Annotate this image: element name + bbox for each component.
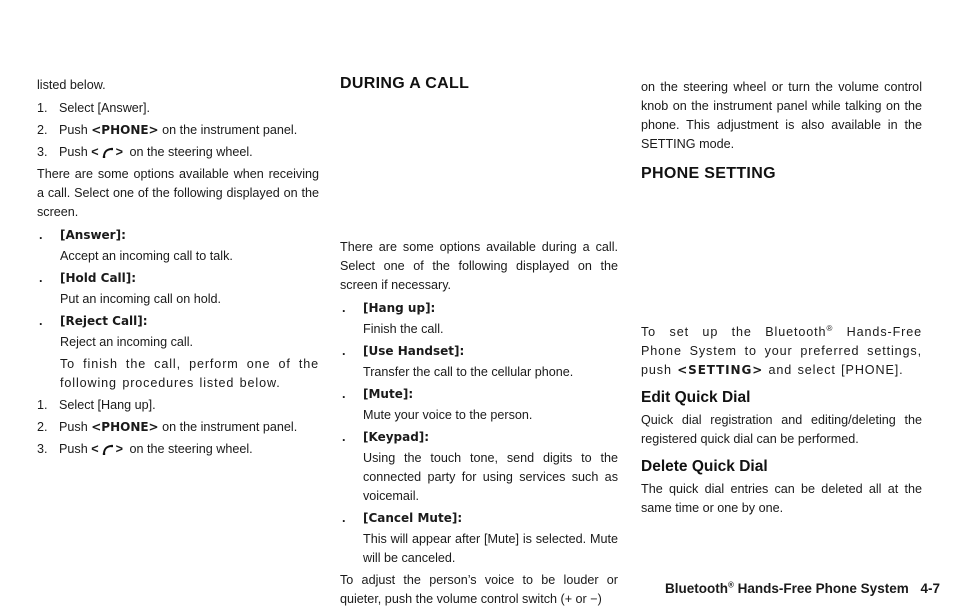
step-item: 2. Push <PHONE> on the instrument panel. (37, 420, 298, 434)
subheading-edit-quick-dial: Edit Quick Dial (641, 389, 751, 406)
figure-space (641, 183, 922, 323)
steering-phone-icon: < > (91, 442, 123, 456)
phone-key-label: <PHONE> (91, 420, 159, 434)
answer-steps (37, 99, 319, 162)
volume-text: To adjust the person’s voice to be louder or quieter, push the volume control switch (+ or −) (340, 573, 618, 606)
option-item: . [Mute]: Mute your voice to the person. (342, 387, 533, 422)
section-heading-during-call: DURING A CALL (340, 75, 470, 92)
page-number: 4-7 (920, 581, 940, 596)
edit-quick-dial-text: Quick dial registration and editing/deleting the registered quick dial can be performed. (641, 413, 922, 446)
delete-quick-dial-text: The quick dial entries can be deleted all at the same time or one by one. (641, 482, 922, 515)
intro-text: listed below. (37, 78, 106, 92)
step-item: 1. Select [Answer]. (37, 101, 150, 115)
subheading-delete-quick-dial: Delete Quick Dial (641, 458, 768, 475)
steering-phone-icon: < > (91, 145, 123, 159)
option-item: . [Hold Call]: Put an incoming call on hold. (39, 271, 222, 306)
volume-text-continued: on the steering wheel or turn the volume control knob on the instrument panel while talking on the phone. This adjustment is also available in the SETTING mode. (641, 80, 922, 151)
figure-space (340, 93, 618, 238)
option-item: . [Hang up]: Finish the call. (342, 301, 444, 336)
option-item: . [Reject Call]: Reject an incoming call. To finish the call, perform one of the following procedures listed below. (39, 314, 319, 390)
receive-options-list (37, 226, 319, 393)
option-item: . [Cancel Mute]: This will appear after [Mute] is selected. Mute will be canceled. (342, 511, 618, 565)
finish-steps (37, 396, 319, 459)
step-item: 1. Select [Hang up]. (37, 398, 156, 412)
footer-section-title: Bluetooth® Hands-Free Phone System (665, 580, 909, 596)
option-item: . [Use Handset]: Transfer the call to the cellular phone. (342, 344, 574, 379)
column-middle (340, 74, 618, 613)
option-item: . [Keypad]: Using the touch tone, send digits to the connected party for using services such as voicemail. (342, 430, 618, 503)
step-item: 2. Push <PHONE> on the instrument panel. (37, 123, 298, 137)
phone-key-label: <PHONE> (91, 123, 159, 137)
setup-text: To set up the Bluetooth® Hands-Free Phone System to your preferred settings, push <SETTING> and select [PHONE]. (641, 323, 922, 377)
during-call-options-list (340, 299, 618, 568)
setting-key-label: <SETTING> (677, 363, 764, 377)
option-item: . [Answer]: Accept an incoming call to talk. (39, 228, 233, 263)
step-item: 3. Push < > on the steering wheel. (37, 143, 319, 162)
during-call-intro: There are some options available during a call. Select one of the following displayed on the screen if necessary. (340, 240, 618, 292)
page-footer (650, 581, 940, 596)
column-left (37, 76, 319, 462)
section-heading-phone-setting: PHONE SETTING (641, 165, 776, 182)
step-item: 3. Push < > on the steering wheel. (37, 440, 319, 459)
column-right (641, 78, 922, 522)
options-intro: There are some options available when receiving a call. Select one of the following displayed on the screen. (37, 167, 319, 219)
